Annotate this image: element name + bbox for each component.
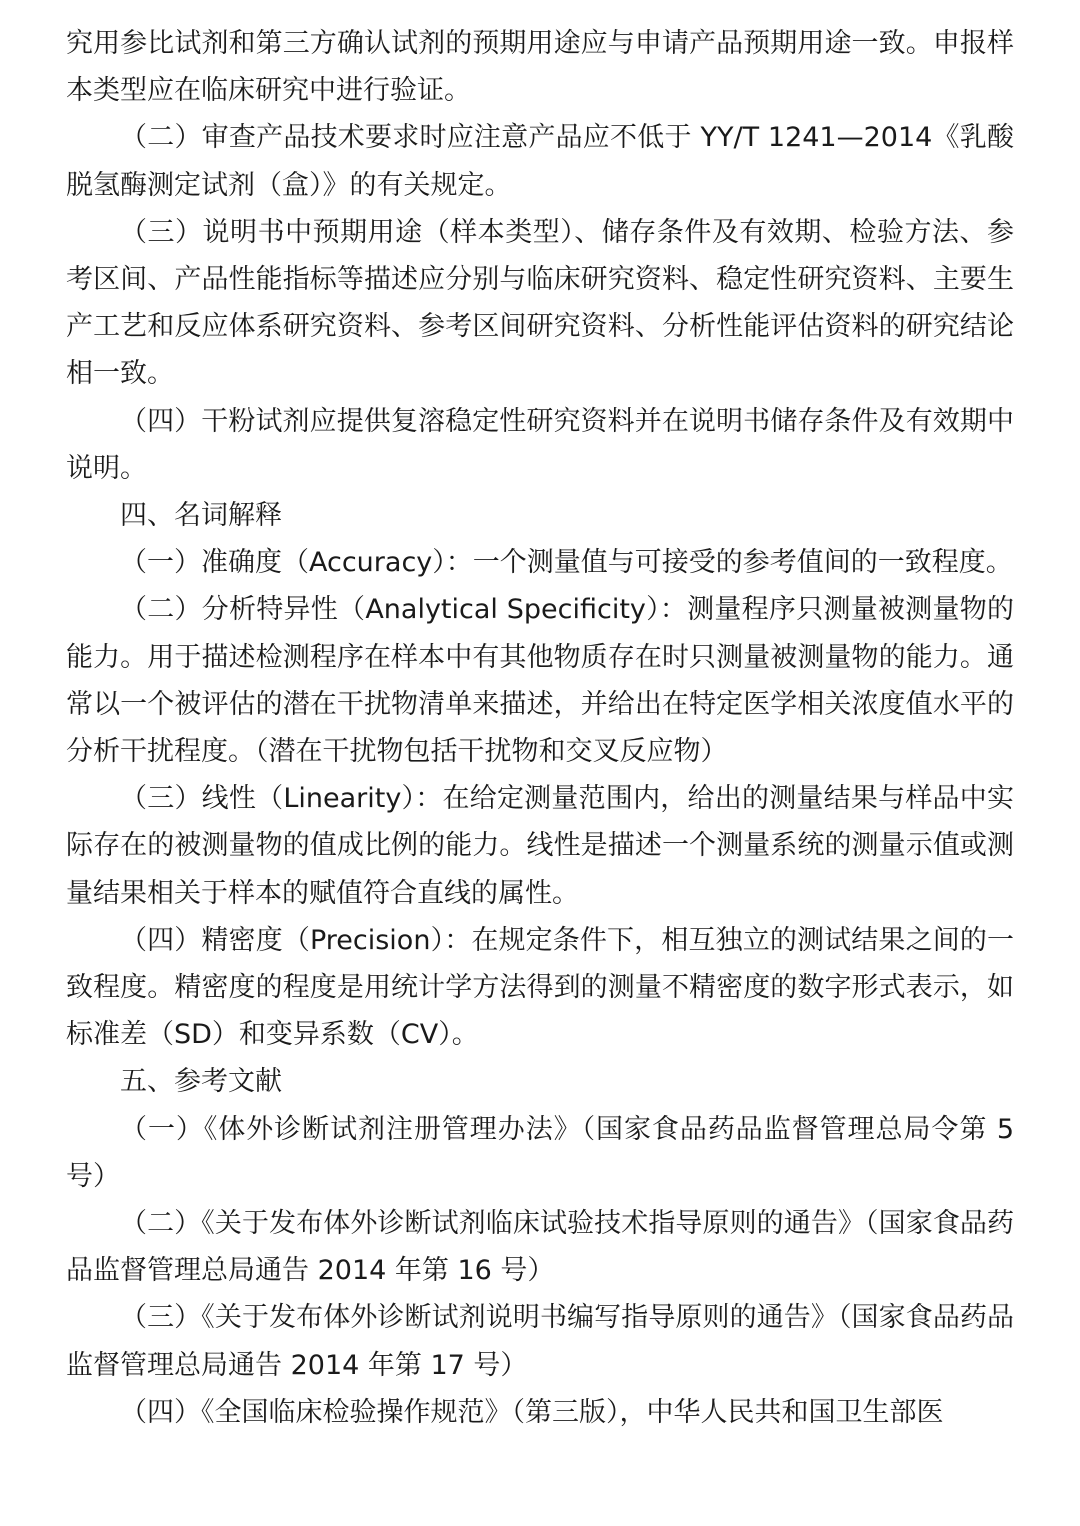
reference-item-2: （二）《关于发布体外诊断试剂临床试验技术指导原则的通告》（国家食品药品监督管理总局通告 2014 年第 16 号） — [66, 1208, 1014, 1287]
reference-item-3: （三）《关于发布体外诊断试剂说明书编写指导原则的通告》（国家食品药品监督管理总局通告 2014 年第 17 号） — [66, 1302, 1014, 1381]
paragraph-continuation: 究用参比试剂和第三方确认试剂的预期用途应与申请产品预期用途一致。申报样本类型应在临床研究中进行验证。 — [66, 28, 1014, 107]
definition-precision: （四）精密度（Precision）：在规定条件下，相互独立的测试结果之间的一致程度。精密度的程度是用统计学方法得到的测量不精密度的数字形式表示，如标准差（SD）和变异系数（CV）。 — [66, 924, 1014, 1051]
reference-item-1: （一）《体外诊断试剂注册管理办法》（国家食品药品监督管理总局令第 5 号） — [66, 1113, 1014, 1192]
paragraph-review-tech-requirements: （二）审查产品技术要求时应注意产品应不低于 YY/T 1241—2014《乳酸脱氢酶测定试剂（盒）》的有关规定。 — [66, 122, 1014, 201]
definition-accuracy: （一）准确度（Accuracy）：一个测量值与可接受的参考值间的一致程度。 — [120, 547, 1013, 579]
definition-linearity: （三）线性（Linearity）：在给定测量范围内，给出的测量结果与样品中实际存在的被测量物的值成比例的能力。线性是描述一个测量系统的测量示值或测量结果相关于样本的赋值符合直线的属性。 — [66, 783, 1014, 909]
section-heading-definitions: 四、名词解释 — [120, 500, 282, 532]
paragraph-dry-powder-stability: （四）干粉试剂应提供复溶稳定性研究资料并在说明书储存条件及有效期中说明。 — [66, 405, 1014, 484]
definition-analytical-specificity: （二）分析特异性（Analytical Specificity）：测量程序只测量被测量物的能力。用于描述检测程序在样本中有其他物质存在时只测量被测量物的能力。通常以一个被评估的潜在干扰物清单来描述，并给出在特定医学相关浓度值水平的分析干扰程度。（潜在干扰物包括干扰物和交叉反应物） — [66, 594, 1014, 768]
reference-item-4: （四）《全国临床检验操作规范》（第三版），中华人民共和国卫生部医 — [120, 1396, 944, 1428]
section-heading-references: 五、参考文献 — [120, 1066, 282, 1098]
paragraph-instructions-consistency: （三）说明书中预期用途（样本类型）、储存条件及有效期、检验方法、参考区间、产品性能指标等描述应分别与临床研究资料、稳定性研究资料、主要生产工艺和反应体系研究资料、参考区间研究资料、分析性能评估资料的研究结论相一致。 — [66, 216, 1014, 390]
